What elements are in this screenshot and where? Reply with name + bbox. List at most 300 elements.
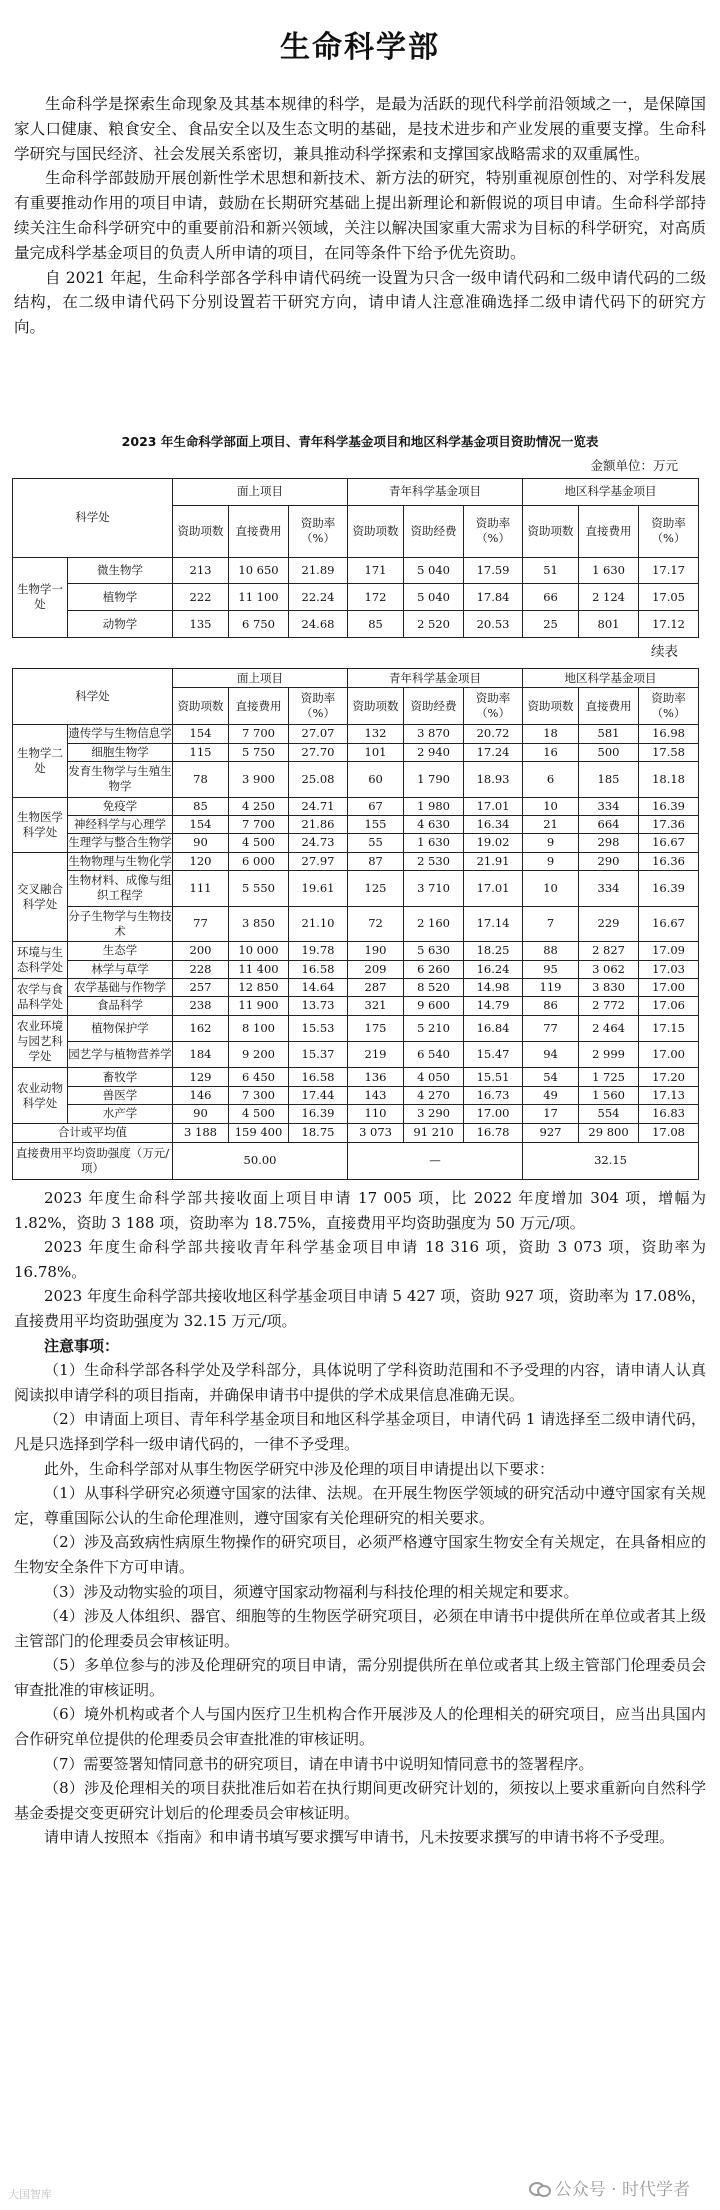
- value-cell: 581: [579, 725, 639, 743]
- table-row: [13, 834, 699, 852]
- section-cell: 环境与生态科学处: [13, 942, 68, 979]
- value-cell: 3 900: [229, 761, 289, 797]
- value-cell: 25: [523, 611, 579, 638]
- value-cell: 111: [173, 870, 229, 906]
- table-row: [13, 1068, 699, 1086]
- value-cell: 5 040: [404, 584, 464, 611]
- value-cell: 5 550: [229, 870, 289, 906]
- discipline-cell: 遗传学与生物信息学: [68, 725, 173, 743]
- value-cell: 16.39: [639, 797, 699, 815]
- value-cell: 6 540: [404, 1042, 464, 1068]
- value-cell: 27.07: [289, 725, 348, 743]
- value-cell: 298: [579, 834, 639, 852]
- value-cell: 3 710: [404, 870, 464, 906]
- value-cell: 17.58: [639, 743, 699, 761]
- header-direct-cost: 直接费用: [229, 505, 289, 557]
- header-section: 科学处: [13, 479, 173, 558]
- table-row: [13, 797, 699, 815]
- value-cell: 16.98: [639, 725, 699, 743]
- value-cell: 2 160: [404, 906, 464, 942]
- table-row: [13, 1086, 699, 1104]
- value-cell: 67: [348, 797, 404, 815]
- value-cell: 16.67: [639, 834, 699, 852]
- funding-table-2: [12, 668, 699, 1180]
- note-item: （2）涉及高致病性病原生物操作的研究项目，必须严格遵守国家生物安全有关规定，在具备相应的生物安全条件下方可申请。: [14, 1533, 706, 1576]
- intro-paragraph: 自 2021 年起，生命科学部各学科申请代码统一设置为只含一级申请代码和二级申请代码的二级结构，在二级申请代码下分别设置若干研究方向，请申请人注意准确选择二级申请代码下的研究方向。: [14, 268, 706, 337]
- header-count: 资助项数: [348, 688, 404, 725]
- value-cell: 3 850: [229, 906, 289, 942]
- header-group-youth: 青年科学基金项目: [348, 479, 523, 506]
- discipline-cell: 发育生物学与生殖生物学: [68, 761, 173, 797]
- value-cell: 154: [173, 815, 229, 833]
- value-cell: 190: [348, 942, 404, 960]
- value-cell: 17.20: [639, 1068, 699, 1086]
- value-cell: 6 260: [404, 960, 464, 978]
- value-cell: 21.91: [464, 852, 523, 870]
- header-group-general: 面上项目: [173, 669, 348, 688]
- value-cell: 185: [579, 761, 639, 797]
- value-cell: 9: [523, 834, 579, 852]
- section-cell: 生物学二处: [13, 725, 68, 797]
- page-title: 生命科学部: [280, 30, 440, 65]
- total-cell: 927: [523, 1123, 579, 1142]
- discipline-cell: 林学与草学: [68, 960, 173, 978]
- note-item: （7）需要签署知情同意书的研究项目，请在申请书中说明知情同意书的签署程序。: [44, 1754, 594, 1773]
- value-cell: 15.47: [464, 1042, 523, 1068]
- header-rate: 资助率（%）: [639, 505, 699, 557]
- table-row: [13, 960, 699, 978]
- table-row: [13, 852, 699, 870]
- value-cell: 16.83: [639, 1105, 699, 1124]
- value-cell: 6: [523, 761, 579, 797]
- value-cell: 12 850: [229, 978, 289, 996]
- watermark-left: 大国智库: [8, 2188, 52, 2201]
- value-cell: 88: [523, 942, 579, 960]
- discipline-cell: 园艺学与植物营养学: [68, 1042, 173, 1068]
- value-cell: 4 250: [229, 797, 289, 815]
- value-cell: 136: [348, 1068, 404, 1086]
- table-row: [13, 557, 699, 584]
- value-cell: 55: [348, 834, 404, 852]
- value-cell: 51: [523, 557, 579, 584]
- intro-paragraph: 生命科学部鼓励开展创新性学术思想和新技术、新方法的研究，特别重视原创性的、对学科发展有重要推动作用的项目申请，鼓励在长期研究基础上提出新理论和新假说的项目申请。生命科学部持续关注生命科学研究中的重要前沿和新兴领域，关注以解决国家重大需求为目标的科学研究，对高质量完成科学基金项目的负责人所申请的项目，在同等条件下给予优先资助。: [14, 169, 706, 262]
- value-cell: 6 450: [229, 1068, 289, 1086]
- value-cell: 213: [173, 557, 229, 584]
- header-count: 资助项数: [523, 688, 579, 725]
- value-cell: 801: [579, 611, 639, 638]
- value-cell: 17.00: [639, 978, 699, 996]
- value-cell: 78: [173, 761, 229, 797]
- value-cell: 172: [348, 584, 404, 611]
- total-cell: 17.08: [639, 1123, 699, 1142]
- value-cell: 11 400: [229, 960, 289, 978]
- avg-label: 直接费用平均资助强度（万元/项）: [13, 1142, 173, 1179]
- total-row: [13, 1123, 699, 1142]
- value-cell: 2 827: [579, 942, 639, 960]
- total-cell: 3 188: [173, 1123, 229, 1142]
- value-cell: 19.78: [289, 942, 348, 960]
- value-cell: 17.01: [464, 870, 523, 906]
- value-cell: 2 124: [579, 584, 639, 611]
- value-cell: 24.71: [289, 797, 348, 815]
- value-cell: 4 050: [404, 1068, 464, 1086]
- section-cell: 交叉融合科学处: [13, 852, 68, 942]
- value-cell: 500: [579, 743, 639, 761]
- avg-youth: —: [348, 1142, 523, 1179]
- value-cell: 184: [173, 1042, 229, 1068]
- value-cell: 219: [348, 1042, 404, 1068]
- value-cell: 10 000: [229, 942, 289, 960]
- value-cell: 19.02: [464, 834, 523, 852]
- value-cell: 101: [348, 743, 404, 761]
- value-cell: 16.39: [639, 870, 699, 906]
- value-cell: 17: [523, 1105, 579, 1124]
- value-cell: 132: [348, 725, 404, 743]
- discipline-cell: 免疫学: [68, 797, 173, 815]
- header-direct-cost: 直接费用: [579, 688, 639, 725]
- value-cell: 14.98: [464, 978, 523, 996]
- summary-paragraph: 2023 年度生命科学部共接收青年科学基金项目申请 18 316 项，资助 3 073 项，资助率为 16.78%。: [14, 1238, 706, 1281]
- value-cell: 4 500: [229, 834, 289, 852]
- value-cell: 200: [173, 942, 229, 960]
- value-cell: 85: [173, 797, 229, 815]
- value-cell: 14.64: [289, 978, 348, 996]
- value-cell: 290: [579, 852, 639, 870]
- header-rate: 资助率（%）: [289, 688, 348, 725]
- value-cell: 155: [348, 815, 404, 833]
- value-cell: 17.84: [464, 584, 523, 611]
- note-item: （2）申请面上项目、青年科学基金项目和地区科学基金项目，申请代码 1 请选择至二级申请代码，凡是只选择到学科一级申请代码的，一律不予受理。: [14, 1410, 706, 1453]
- value-cell: 15.51: [464, 1068, 523, 1086]
- notes-heading: 注意事项：: [44, 1336, 120, 1355]
- section-cell: 生物医学科学处: [13, 797, 68, 852]
- value-cell: 9 200: [229, 1042, 289, 1068]
- header-count: 资助项数: [173, 688, 229, 725]
- value-cell: 15.53: [289, 1015, 348, 1041]
- value-cell: 110: [348, 1105, 404, 1124]
- value-cell: 5 040: [404, 557, 464, 584]
- value-cell: 6 000: [229, 852, 289, 870]
- value-cell: 8 520: [404, 978, 464, 996]
- value-cell: 287: [348, 978, 404, 996]
- header-rate: 资助率（%）: [289, 505, 348, 557]
- note-item: （6）境外机构或者个人与国内医疗卫生机构合作开展涉及人的伦理相关的研究项目，应当出具国内合作研究单位提供的伦理委员会审查批准的审核证明。: [14, 1705, 706, 1749]
- header-rate: 资助率（%）: [464, 505, 523, 557]
- value-cell: 87: [348, 852, 404, 870]
- value-cell: 16.67: [639, 906, 699, 942]
- value-cell: 115: [173, 743, 229, 761]
- value-cell: 90: [173, 1105, 229, 1124]
- value-cell: 15.37: [289, 1042, 348, 1068]
- header-section: 科学处: [13, 669, 173, 725]
- value-cell: 9: [523, 852, 579, 870]
- discipline-cell: 食品科学: [68, 997, 173, 1015]
- value-cell: 18: [523, 725, 579, 743]
- value-cell: 94: [523, 1042, 579, 1068]
- value-cell: 9 600: [404, 997, 464, 1015]
- header-group-general: 面上项目: [173, 479, 348, 506]
- value-cell: 16.84: [464, 1015, 523, 1041]
- table-row: [13, 906, 699, 942]
- value-cell: 162: [173, 1015, 229, 1041]
- value-cell: 90: [173, 834, 229, 852]
- value-cell: 2 520: [404, 611, 464, 638]
- value-cell: 238: [173, 997, 229, 1015]
- value-cell: 7 700: [229, 815, 289, 833]
- value-cell: 2 530: [404, 852, 464, 870]
- table-row: [13, 611, 699, 638]
- value-cell: 17.12: [639, 611, 699, 638]
- header-count: 资助项数: [523, 505, 579, 557]
- value-cell: 5 750: [229, 743, 289, 761]
- value-cell: 21: [523, 815, 579, 833]
- value-cell: 21.10: [289, 906, 348, 942]
- value-cell: 3 062: [579, 960, 639, 978]
- value-cell: 10 650: [229, 557, 289, 584]
- table-row: [13, 725, 699, 743]
- value-cell: 95: [523, 960, 579, 978]
- value-cell: 2 772: [579, 997, 639, 1015]
- value-cell: 77: [523, 1015, 579, 1041]
- value-cell: 4 500: [229, 1105, 289, 1124]
- value-cell: 1 790: [404, 761, 464, 797]
- value-cell: 17.44: [289, 1086, 348, 1104]
- value-cell: 6 750: [229, 611, 289, 638]
- value-cell: 16.58: [289, 1068, 348, 1086]
- value-cell: 11 900: [229, 997, 289, 1015]
- value-cell: 2 464: [579, 1015, 639, 1041]
- discipline-cell: 农学基础与作物学: [68, 978, 173, 996]
- value-cell: 17.06: [639, 997, 699, 1015]
- value-cell: 8 100: [229, 1015, 289, 1041]
- value-cell: 20.53: [464, 611, 523, 638]
- value-cell: 135: [173, 611, 229, 638]
- header-rate: 资助率（%）: [464, 688, 523, 725]
- table-caption: 2023 年生命科学部面上项目、青年科学基金项目和地区科学基金项目资助情况一览表: [121, 434, 599, 449]
- value-cell: 334: [579, 870, 639, 906]
- note-item: （8）涉及伦理相关的项目获批准后如若在执行期间更改研究计划的，须按以上要求重新向自然科学基金委提交变更研究计划后的伦理委员会审核证明。: [14, 1779, 706, 1822]
- value-cell: 125: [348, 870, 404, 906]
- value-cell: 257: [173, 978, 229, 996]
- discipline-cell: 生理学与整合生物学: [68, 834, 173, 852]
- header-direct-cost: 直接费用: [579, 505, 639, 557]
- value-cell: 24.73: [289, 834, 348, 852]
- total-cell: 18.75: [289, 1123, 348, 1142]
- note-item: （4）涉及人体组织、器官、细胞等的生物医学研究项目，必须在申请书中提供所在单位或者其上级主管部门的伦理委员会审核证明。: [14, 1607, 706, 1650]
- value-cell: 1 725: [579, 1068, 639, 1086]
- value-cell: 13.73: [289, 997, 348, 1015]
- note-item: 请申请人按照本《指南》和申请书填写要求撰写申请书，凡未按要求撰写的申请书将不予受理。: [44, 1828, 675, 1847]
- value-cell: 17.59: [464, 557, 523, 584]
- discipline-cell: 植物学: [68, 584, 173, 611]
- value-cell: 19.61: [289, 870, 348, 906]
- value-cell: 16: [523, 743, 579, 761]
- value-cell: 27.70: [289, 743, 348, 761]
- discipline-cell: 生物物理与生物化学: [68, 852, 173, 870]
- section-cell: 农业动物科学处: [13, 1068, 68, 1123]
- value-cell: 11 100: [229, 584, 289, 611]
- value-cell: 321: [348, 997, 404, 1015]
- table-row: [13, 743, 699, 761]
- value-cell: 209: [348, 960, 404, 978]
- value-cell: 17.17: [639, 557, 699, 584]
- value-cell: 1 630: [579, 557, 639, 584]
- value-cell: 17.01: [464, 797, 523, 815]
- value-cell: 16.39: [289, 1105, 348, 1124]
- discipline-cell: 生物材料、成像与组织工程学: [68, 870, 173, 906]
- value-cell: 17.14: [464, 906, 523, 942]
- avg-general: 50.00: [173, 1142, 348, 1179]
- table-row: [13, 1015, 699, 1041]
- value-cell: 7 700: [229, 725, 289, 743]
- value-cell: 18.93: [464, 761, 523, 797]
- continued-label: 续表: [651, 644, 678, 660]
- table-row: [13, 1042, 699, 1068]
- discipline-cell: 神经科学与心理学: [68, 815, 173, 833]
- value-cell: 10: [523, 870, 579, 906]
- value-cell: 222: [173, 584, 229, 611]
- value-cell: 2 999: [579, 1042, 639, 1068]
- value-cell: 16.73: [464, 1086, 523, 1104]
- table-row: [13, 942, 699, 960]
- avg-row: [13, 1142, 699, 1179]
- value-cell: 1 560: [579, 1086, 639, 1104]
- value-cell: 18.25: [464, 942, 523, 960]
- header-funding: 资助经费: [404, 688, 464, 725]
- value-cell: 17.15: [639, 1015, 699, 1041]
- note-item: （1）生命科学部各科学处及学科部分，具体说明了学科资助范围和不予受理的内容，请申请人认真阅读拟申请学科的项目指南，并确保申请书中提供的学术成果信息准确无误。: [14, 1361, 706, 1404]
- value-cell: 119: [523, 978, 579, 996]
- header-funding: 资助经费: [404, 505, 464, 557]
- watermark-right: [529, 2175, 690, 2200]
- header-rate: 资助率（%）: [639, 688, 699, 725]
- value-cell: 17.05: [639, 584, 699, 611]
- value-cell: 175: [348, 1015, 404, 1041]
- table-row: [13, 978, 699, 996]
- discipline-cell: 水产学: [68, 1105, 173, 1124]
- value-cell: 21.89: [289, 557, 348, 584]
- value-cell: 16.36: [639, 852, 699, 870]
- section-cell: 生物学一处: [13, 557, 68, 637]
- header-count: 资助项数: [348, 505, 404, 557]
- summary-paragraph: 2023 年度生命科学部共接收面上项目申请 17 005 项，比 2022 年度增加 304 项，增幅为 1.82%，资助 3 188 项，资助率为 18.75%，直接费用平均资助强度为 50 万元/项。: [14, 1189, 706, 1232]
- value-cell: 77: [173, 906, 229, 942]
- intro-paragraph: 生命科学是探索生命现象及其基本规律的科学，是最为活跃的现代科学前沿领域之一，是保障国家人口健康、粮食安全、食品安全以及生态文明的基础，是技术进步和产业发展的重要支撑。生命科学研究与国民经济、社会发展关系密切，兼具推动科学探索和支撑国家战略需求的双重属性。: [14, 95, 706, 163]
- value-cell: 334: [579, 797, 639, 815]
- total-cell: 159 400: [229, 1123, 289, 1142]
- value-cell: 664: [579, 815, 639, 833]
- value-cell: 17.13: [639, 1086, 699, 1104]
- value-cell: 7: [523, 906, 579, 942]
- value-cell: 17.00: [639, 1042, 699, 1068]
- header-direct-cost: 直接费用: [229, 688, 289, 725]
- value-cell: 120: [173, 852, 229, 870]
- discipline-cell: 微生物学: [68, 557, 173, 584]
- table-row: [13, 761, 699, 797]
- value-cell: 154: [173, 725, 229, 743]
- value-cell: 3 870: [404, 725, 464, 743]
- table-header-row: [13, 669, 699, 688]
- summary-section: [14, 1186, 706, 1850]
- discipline-cell: 兽医学: [68, 1086, 173, 1104]
- value-cell: 1 980: [404, 797, 464, 815]
- value-cell: 17.24: [464, 743, 523, 761]
- value-cell: 21.86: [289, 815, 348, 833]
- value-cell: 7 300: [229, 1086, 289, 1104]
- note-item: （1）从事科学研究必须遵守国家的法律、法规。在开展生物医学领域的研究活动中遵守国家有关规定，尊重国际公认的生命伦理准则，遵守国家有关伦理研究的相关要求。: [14, 1484, 706, 1527]
- section-cell: 农业环境与园艺科学处: [13, 1015, 68, 1068]
- value-cell: 16.58: [289, 960, 348, 978]
- table-row: [13, 1105, 699, 1124]
- value-cell: 10: [523, 797, 579, 815]
- funding-table-1: [12, 478, 699, 638]
- value-cell: 16.24: [464, 960, 523, 978]
- value-cell: 27.97: [289, 852, 348, 870]
- value-cell: 4 270: [404, 1086, 464, 1104]
- value-cell: 143: [348, 1086, 404, 1104]
- note-item: （3）涉及动物实验的项目，须遵守国家动物福利与科技伦理的相关规定和要求。: [44, 1582, 579, 1601]
- value-cell: 5 630: [404, 942, 464, 960]
- header-group-regional: 地区科学基金项目: [523, 669, 699, 688]
- summary-paragraph: 2023 年度生命科学部共接收地区科学基金项目申请 5 427 项，资助 927 项，资助率为 17.08%，直接费用平均资助强度为 32.15 万元/项。: [14, 1287, 706, 1330]
- watermark-text: 公众号 · 时代学者: [554, 2180, 690, 2200]
- value-cell: 3 290: [404, 1105, 464, 1124]
- value-cell: 86: [523, 997, 579, 1015]
- value-cell: 16.34: [464, 815, 523, 833]
- value-cell: 25.08: [289, 761, 348, 797]
- value-cell: 17.09: [639, 942, 699, 960]
- total-cell: 16.78: [464, 1123, 523, 1142]
- value-cell: 17.00: [464, 1105, 523, 1124]
- value-cell: 18.18: [639, 761, 699, 797]
- total-cell: 3 073: [348, 1123, 404, 1142]
- value-cell: 14.79: [464, 997, 523, 1015]
- value-cell: 1 630: [404, 834, 464, 852]
- value-cell: 171: [348, 557, 404, 584]
- intro-section: [14, 92, 706, 340]
- value-cell: 20.72: [464, 725, 523, 743]
- header-group-regional: 地区科学基金项目: [523, 479, 699, 506]
- discipline-cell: 植物保护学: [68, 1015, 173, 1041]
- table-row: [13, 584, 699, 611]
- section-cell: 农学与食品科学处: [13, 978, 68, 1015]
- value-cell: 4 630: [404, 815, 464, 833]
- value-cell: 229: [579, 906, 639, 942]
- value-cell: 17.36: [639, 815, 699, 833]
- value-cell: 554: [579, 1105, 639, 1124]
- discipline-cell: 畜牧学: [68, 1068, 173, 1086]
- note-item: （5）多单位参与的涉及伦理研究的项目申请，需分别提供所在单位或者其上级主管部门伦理委员会审查批准的审核证明。: [14, 1656, 706, 1699]
- discipline-cell: 细胞生物学: [68, 743, 173, 761]
- value-cell: 66: [523, 584, 579, 611]
- table-row: [13, 870, 699, 906]
- value-cell: 2 940: [404, 743, 464, 761]
- value-cell: 49: [523, 1086, 579, 1104]
- value-cell: 129: [173, 1068, 229, 1086]
- amount-unit: 金额单位：万元: [590, 458, 678, 473]
- value-cell: 5 210: [404, 1015, 464, 1041]
- note-item: 此外，生命科学部对从事生物医学研究中涉及伦理的项目申请提出以下要求：: [44, 1459, 555, 1478]
- discipline-cell: 动物学: [68, 611, 173, 638]
- value-cell: 24.68: [289, 611, 348, 638]
- table-row: [13, 997, 699, 1015]
- discipline-cell: 分子生物学与生物技术: [68, 906, 173, 942]
- value-cell: 54: [523, 1068, 579, 1086]
- value-cell: 3 830: [579, 978, 639, 996]
- value-cell: 85: [348, 611, 404, 638]
- wechat-icon: [529, 2180, 549, 2196]
- header-count: 资助项数: [173, 505, 229, 557]
